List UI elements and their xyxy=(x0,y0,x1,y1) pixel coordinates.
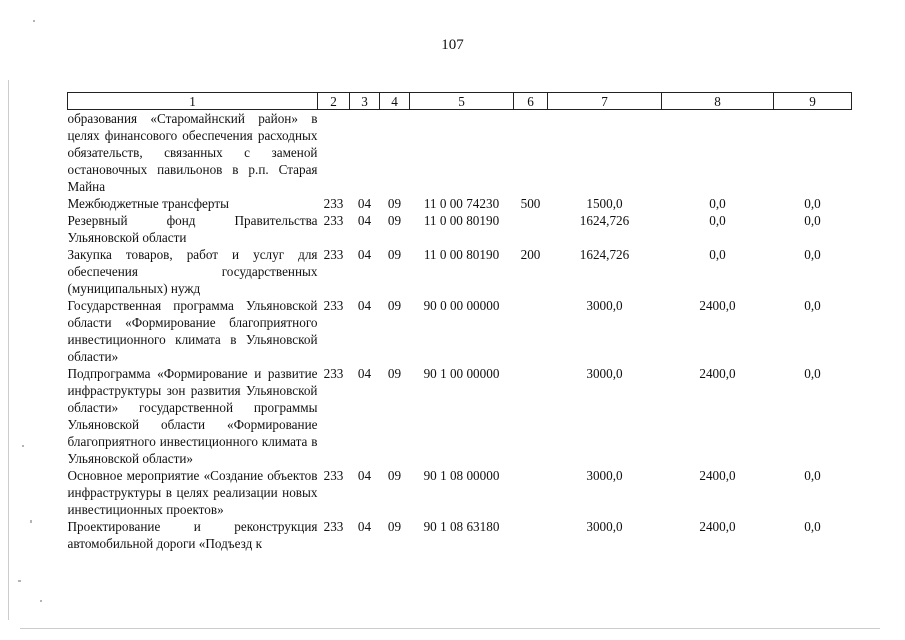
table-row xyxy=(68,518,852,552)
row-name-cell: Основное мероприятие «Создание объектов инфраструктуры в целях реализации новых инвестиционных проектов» xyxy=(67,468,318,517)
row-value-cell: 0,0 xyxy=(709,247,726,262)
row-value-cell: 500 xyxy=(520,196,541,211)
scan-speck xyxy=(33,20,35,22)
row-value-cell: 0,0 xyxy=(804,213,821,228)
column-header: 1 xyxy=(68,93,318,110)
row-value-cell xyxy=(548,110,662,196)
row-value-cell: 90 1 00 00000 xyxy=(423,366,500,381)
row-value-cell: 3000,0 xyxy=(586,468,623,483)
row-value-cell xyxy=(350,110,380,196)
page-number: 107 xyxy=(441,37,464,53)
row-value-cell: 2400,0 xyxy=(699,519,736,534)
row-value-cell: 0,0 xyxy=(804,247,821,262)
row-value-cell: 0,0 xyxy=(804,468,821,483)
row-value-cell: 09 xyxy=(387,213,402,228)
row-value-cell: 90 1 08 63180 xyxy=(423,519,500,534)
row-value-cell: 90 0 00 00000 xyxy=(423,298,500,313)
row-value-cell: 3000,0 xyxy=(586,298,623,313)
row-value-cell xyxy=(774,110,852,196)
row-value-cell: 04 xyxy=(357,366,372,381)
row-value-cell: 2400,0 xyxy=(699,468,736,483)
column-header: 8 xyxy=(662,93,774,110)
row-value-cell: 0,0 xyxy=(709,213,726,228)
scan-speck xyxy=(40,600,42,602)
row-value-cell xyxy=(514,518,548,552)
row-name-cell: Межбюджетные трансферты xyxy=(67,196,229,211)
row-value-cell: 2400,0 xyxy=(699,366,736,381)
row-value-cell: 09 xyxy=(387,366,402,381)
row-name-cell: Закупка товаров, работ и услуг для обеспечения государственных (муниципальных) нужд xyxy=(67,247,318,296)
row-value-cell: 04 xyxy=(357,247,372,262)
row-value-cell: 1624,726 xyxy=(579,247,630,262)
row-value-cell: 2400,0 xyxy=(699,298,736,313)
table-header-row xyxy=(68,93,852,110)
row-name-cell: Подпрограмма «Формирование и развитие инфраструктуры зон развития Ульяновской области» государственной программы Ульяновской области «Формирование благоприятного инвестиционного климата в Ульяновской области» xyxy=(67,366,318,466)
row-name-cell: Государственная программа Ульяновской области «Формирование благоприятного инвестиционного климата в Ульяновской области» xyxy=(67,298,318,364)
row-value-cell: 04 xyxy=(357,468,372,483)
row-value-cell: 233 xyxy=(323,247,344,262)
column-header: 2 xyxy=(318,93,350,110)
row-value-cell: 11 0 00 80190 xyxy=(423,247,500,262)
column-header: 4 xyxy=(380,93,410,110)
row-name-cell: образования «Старомайнский район» в целях финансового обеспечения расходных обязательств, связанных с заменой остановочных павильонов в р.п. Старая Майна xyxy=(67,111,318,194)
row-value-cell: 0,0 xyxy=(709,196,726,211)
row-value-cell: 09 xyxy=(387,196,402,211)
row-value-cell: 0,0 xyxy=(804,196,821,211)
row-value-cell: 09 xyxy=(387,298,402,313)
row-value-cell: 04 xyxy=(357,213,372,228)
row-value-cell xyxy=(514,110,548,196)
row-value-cell: 0,0 xyxy=(804,366,821,381)
budget-table xyxy=(67,92,852,552)
row-value-cell: 1624,726 xyxy=(579,213,630,228)
row-value-cell: 90 1 08 00000 xyxy=(423,468,500,483)
row-value-cell: 233 xyxy=(323,519,344,534)
row-value-cell: 233 xyxy=(323,468,344,483)
row-value-cell: 09 xyxy=(387,247,402,262)
row-value-cell: 04 xyxy=(357,519,372,534)
table-row xyxy=(68,467,852,518)
scan-edge-line xyxy=(8,80,9,620)
table-row xyxy=(68,110,852,196)
row-value-cell: 3000,0 xyxy=(586,366,623,381)
table-row xyxy=(68,365,852,467)
row-value-cell: 11 0 00 80190 xyxy=(423,213,500,228)
row-value-cell: 04 xyxy=(357,196,372,211)
row-value-cell: 233 xyxy=(323,366,344,381)
row-value-cell: 0,0 xyxy=(804,519,821,534)
scan-speck xyxy=(22,445,24,447)
table-row xyxy=(68,297,852,365)
row-value-cell: 09 xyxy=(387,519,402,534)
row-value-cell xyxy=(380,110,410,196)
scan-edge-line xyxy=(20,628,880,629)
row-value-cell xyxy=(514,467,548,518)
row-value-cell xyxy=(514,297,548,365)
row-name-cell: Проектирование и реконструкция автомобильной дороги «Подъезд к xyxy=(67,519,318,551)
scan-speck xyxy=(18,580,21,582)
row-value-cell: 3000,0 xyxy=(586,519,623,534)
row-value-cell: 1500,0 xyxy=(586,196,623,211)
row-value-cell: 0,0 xyxy=(804,298,821,313)
column-header: 9 xyxy=(774,93,852,110)
column-header: 7 xyxy=(548,93,662,110)
row-value-cell: 200 xyxy=(520,247,541,262)
table-row xyxy=(68,195,852,212)
table-row xyxy=(68,212,852,246)
column-header: 6 xyxy=(514,93,548,110)
row-value-cell: 09 xyxy=(387,468,402,483)
row-value-cell xyxy=(662,110,774,196)
column-header: 5 xyxy=(410,93,514,110)
row-value-cell: 233 xyxy=(323,213,344,228)
row-value-cell xyxy=(410,110,514,196)
row-value-cell xyxy=(514,212,548,246)
scan-speck xyxy=(30,520,32,523)
row-value-cell xyxy=(318,110,350,196)
column-header: 3 xyxy=(350,93,380,110)
row-name-cell: Резервный фонд Правительства Ульяновской области xyxy=(67,213,318,245)
row-value-cell: 11 0 00 74230 xyxy=(423,196,500,211)
row-value-cell: 04 xyxy=(357,298,372,313)
row-value-cell xyxy=(514,365,548,467)
row-value-cell: 233 xyxy=(323,298,344,313)
table-row xyxy=(68,246,852,297)
row-value-cell: 233 xyxy=(323,196,344,211)
